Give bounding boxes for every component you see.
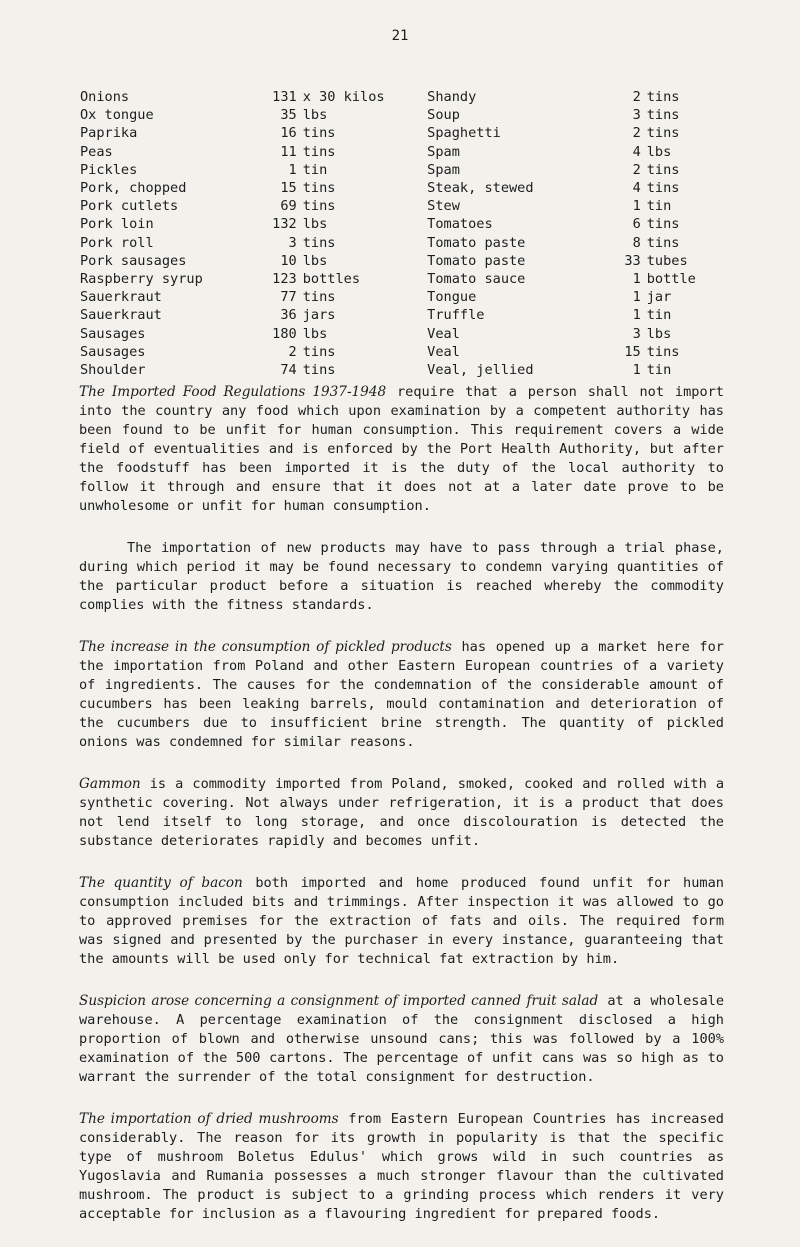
item-name: Onions: [80, 89, 130, 105]
paragraph-text: has opened up a market here for the importation from Poland and other Eastern European countries of a variety of ingredients. The causes for the condemnation of the considerable amount of cucumbers has been leaking barrels, mould contamination and deterioration of the cucumbers due to insufficient brine strength. The quantity of pickled onions was condemned for similar reasons.: [79, 639, 724, 750]
item-unit: tins: [646, 161, 680, 178]
item-unit: lbs: [302, 325, 328, 342]
item-quantity: 2: [288, 343, 297, 360]
item-unit: tins: [302, 234, 336, 251]
column-gap: [420, 252, 427, 270]
item-name: Tomato paste: [427, 234, 526, 251]
item-unit: tin: [646, 307, 672, 324]
table-row: [80, 197, 720, 215]
item-quantity: 1: [632, 289, 641, 306]
paragraph-lead: Gammon: [79, 776, 141, 792]
table-row: [80, 215, 720, 233]
item-name: Spam: [427, 143, 460, 160]
item-name: Stew: [427, 198, 460, 215]
item-unit: tins: [646, 234, 680, 251]
item-unit: bottles: [302, 271, 361, 288]
table-row: [80, 88, 720, 106]
item-name: Sauerkraut: [80, 307, 162, 324]
paragraph: [79, 874, 724, 969]
table-row: [80, 361, 720, 379]
item-name: Paprika: [80, 125, 138, 142]
column-gap: [420, 306, 427, 324]
item-quantity: 77: [280, 289, 297, 306]
item-quantity: 1: [632, 198, 641, 215]
item-unit: tins: [302, 125, 336, 142]
item-name: Truffle: [427, 307, 485, 324]
paragraph-text: The importation of new products may have to pass through a trial phase, during which period it may be found necessary to condemn varying quantities of the particular product before a situation is reached whereby the commodity complies with the fitness standards.: [79, 540, 724, 613]
item-quantity: 3: [288, 234, 297, 251]
item-quantity: 180: [272, 325, 297, 342]
item-unit: tubes: [646, 252, 688, 269]
item-unit: jars: [302, 307, 336, 324]
paragraph-lead: The importation of dried mushrooms: [79, 1111, 339, 1127]
item-quantity: 3: [632, 107, 641, 124]
item-name: Sausages: [80, 325, 146, 342]
table-row: [80, 252, 720, 270]
item-unit: bottle: [646, 271, 696, 288]
paragraph-lead: Suspicion arose concerning a consignment of imported canned fruit salad: [79, 993, 599, 1009]
food-table-body: [80, 88, 720, 379]
item-name: Pork cutlets: [80, 198, 179, 215]
item-unit: x 30 kilos: [302, 89, 385, 105]
item-quantity: 15: [624, 343, 641, 360]
item-unit: tin: [646, 362, 672, 379]
item-unit: tin: [302, 161, 328, 178]
item-unit: lbs: [302, 216, 328, 233]
paragraph-lead: The Imported Food Regulations 1937-1948: [79, 384, 387, 400]
table-row: [80, 124, 720, 142]
item-name: Pork, chopped: [80, 180, 187, 197]
item-name: Veal, jellied: [427, 362, 534, 379]
paragraph-text: is a commodity imported from Poland, smoked, cooked and rolled with a synthetic covering. Not always under refrigeration, it is a product that does not lend itself to long storage, and once discolouration is detected the substance deteriorates rapidly and becomes unfit.: [79, 776, 724, 849]
item-name: Shandy: [427, 89, 477, 105]
item-quantity: 69: [280, 198, 297, 215]
table-row: [80, 143, 720, 161]
item-quantity: 2: [632, 89, 641, 105]
table-row: [80, 325, 720, 343]
column-gap: [420, 215, 427, 233]
table-row: [80, 306, 720, 324]
item-name: Raspberry syrup: [80, 271, 203, 288]
item-quantity: 11: [280, 143, 297, 160]
item-unit: tin: [646, 198, 672, 215]
paragraph-text: require that a person shall not import into the country any food which upon examination by a competent authority has been found to be unfit for human consumption. This requirement covers a wide field of eventualities and is enforced by the Port Health Authority, but after the foodstuff has been imported it is the duty of the local authority to follow it through and ensure that it does not at a later date prove to be unwholesome or unfit for human consumption.: [79, 384, 724, 514]
paragraph: [79, 638, 724, 752]
paragraph: [79, 775, 724, 851]
table-row: [80, 106, 720, 124]
item-quantity: 1: [632, 362, 641, 379]
item-name: Pork loin: [80, 216, 154, 233]
item-name: Veal: [427, 325, 460, 342]
item-quantity: 131: [272, 89, 297, 105]
item-unit: tins: [646, 343, 680, 360]
item-unit: tins: [302, 180, 336, 197]
column-gap: [420, 179, 427, 197]
item-unit: lbs: [302, 252, 328, 269]
paragraph-text: both imported and home produced found unfit for human consumption included bits and trimmings. After inspection it was allowed to go to approved premises for the extraction of fats and oils. The required form was signed and presented by the purchaser in every instance, guaranteeing that the amounts will be used only for technical fat extraction by him.: [79, 875, 724, 967]
item-unit: tins: [646, 89, 680, 105]
column-gap: [420, 106, 427, 124]
table-row: [80, 161, 720, 179]
item-unit: tins: [646, 107, 680, 124]
item-name: Tomatoes: [427, 216, 493, 233]
item-quantity: 10: [280, 252, 297, 269]
item-quantity: 4: [632, 143, 641, 160]
item-quantity: 1: [288, 161, 297, 178]
item-unit: tins: [302, 289, 336, 306]
column-gap: [420, 161, 427, 179]
item-quantity: 8: [632, 234, 641, 251]
item-name: Ox tongue: [80, 107, 154, 124]
item-name: Soup: [427, 107, 460, 124]
item-quantity: 16: [280, 125, 297, 142]
item-name: Spam: [427, 161, 460, 178]
item-quantity: 1: [632, 271, 641, 288]
item-quantity: 36: [280, 307, 297, 324]
item-name: Steak, stewed: [427, 180, 534, 197]
item-name: Pickles: [80, 161, 138, 178]
item-name: Sausages: [80, 343, 146, 360]
column-gap: [420, 197, 427, 215]
item-unit: tins: [646, 216, 680, 233]
item-name: Sauerkraut: [80, 289, 162, 306]
item-unit: lbs: [302, 107, 328, 124]
item-name: Spaghetti: [427, 125, 501, 142]
table-row: [80, 288, 720, 306]
table-row: [80, 270, 720, 288]
column-gap: [420, 343, 427, 361]
paragraph: [79, 539, 724, 615]
page-number: 21: [391, 28, 409, 44]
item-quantity: 35: [280, 107, 297, 124]
paragraph-lead: The quantity of bacon: [79, 875, 243, 891]
item-unit: tins: [302, 343, 336, 360]
paragraph: [79, 1110, 724, 1224]
item-unit: tins: [302, 198, 336, 215]
column-gap: [420, 325, 427, 343]
paragraph-text: at a wholesale warehouse. A percentage examination of the consignment disclosed a high proportion of blown and otherwise unsound cans; this was followed by a 100% examination of the 500 cartons. The percentage of unfit cans was so high as to warrant the surrender of the total consignment for destruction.: [79, 993, 725, 1085]
item-name: Tomato paste: [427, 252, 526, 269]
item-quantity: 123: [272, 271, 297, 288]
item-quantity: 1: [632, 307, 641, 324]
item-unit: tins: [646, 180, 680, 197]
item-unit: tins: [302, 143, 336, 160]
item-name: Tomato sauce: [427, 271, 526, 288]
item-unit: tins: [646, 125, 680, 142]
item-quantity: 6: [632, 216, 641, 233]
item-name: Pork sausages: [80, 252, 187, 269]
item-quantity: 15: [280, 180, 297, 197]
item-quantity: 3: [632, 325, 641, 342]
column-gap: [420, 361, 427, 379]
item-name: Veal: [427, 343, 460, 360]
item-unit: lbs: [646, 143, 672, 160]
item-quantity: 4: [632, 180, 641, 197]
table-row: [80, 234, 720, 252]
item-quantity: 2: [632, 125, 641, 142]
item-unit: jar: [646, 289, 672, 306]
item-quantity: 74: [280, 362, 297, 379]
paragraph-lead: The increase in the consumption of pickled products: [79, 639, 452, 655]
column-gap: [420, 234, 427, 252]
item-quantity: 132: [272, 216, 297, 233]
column-gap: [420, 88, 427, 106]
item-name: Shoulder: [80, 362, 146, 379]
paragraph: [79, 992, 724, 1087]
paragraph: [79, 383, 724, 516]
body-text: [79, 383, 724, 1247]
column-gap: [420, 288, 427, 306]
column-gap: [420, 143, 427, 161]
item-unit: lbs: [646, 325, 672, 342]
item-name: Pork roll: [80, 234, 154, 251]
item-name: Tongue: [427, 289, 477, 306]
table-row: [80, 179, 720, 197]
item-quantity: 2: [632, 161, 641, 178]
column-gap: [420, 124, 427, 142]
condemned-food-table: [80, 88, 720, 379]
column-gap: [420, 270, 427, 288]
paragraph-text: from Eastern European Countries has increased considerably. The reason for its growth in popularity is that the specific type of mushroom Boletus Edulus' which grows wild in such countries as Yugoslavia and Rumania possesses a much stronger flavour than the cultivated mushroom. The product is subject to a grinding process which renders it very acceptable for inclusion as a flavouring ingredient for prepared foods.: [79, 1111, 724, 1222]
item-quantity: 33: [624, 252, 641, 269]
item-name: Peas: [80, 143, 113, 160]
item-unit: tins: [302, 362, 336, 379]
table-row: [80, 343, 720, 361]
